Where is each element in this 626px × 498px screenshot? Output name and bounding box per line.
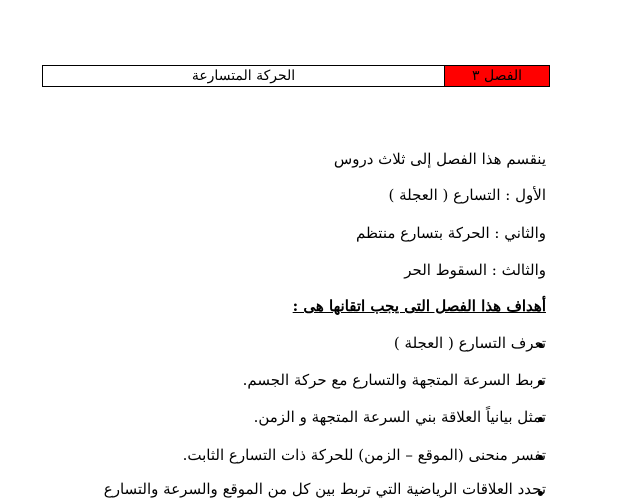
objective-item: تعرف التسارع ( العجلة ) bbox=[393, 334, 546, 352]
objective-item: تربط السرعة المتجهة والتسارع مع حركة الجسم. bbox=[242, 371, 546, 389]
objective-item: تفسر منحنى (الموقع – الزمن) للحركة ذات التسارع الثابت. bbox=[182, 446, 546, 464]
chapter-title: الحركة المتسارعة bbox=[43, 66, 445, 86]
lesson-two-line: والثاني : الحركة بتسارع منتظم bbox=[356, 224, 546, 242]
objectives-heading: أهداف هذا الفصل التى يجب اتقانها هى : bbox=[292, 297, 546, 315]
objective-item: تحدد العلاقات الرياضية التي تربط بين كل من الموقع والسرعة والتسارع bbox=[103, 480, 546, 498]
chapter-number-label: الفصل ٣ bbox=[445, 66, 549, 86]
lesson-one-line: الأول : التسارع ( العجلة ) bbox=[388, 186, 546, 204]
lesson-three-line: والثالث : السقوط الحر bbox=[404, 261, 546, 279]
objective-item: تمثل بيانياً العلاقة بني السرعة المتجهة و الزمن. bbox=[253, 408, 546, 426]
intro-line: ينقسم هذا الفصل إلى ثلاث دروس bbox=[333, 150, 546, 168]
chapter-header bbox=[42, 65, 550, 87]
